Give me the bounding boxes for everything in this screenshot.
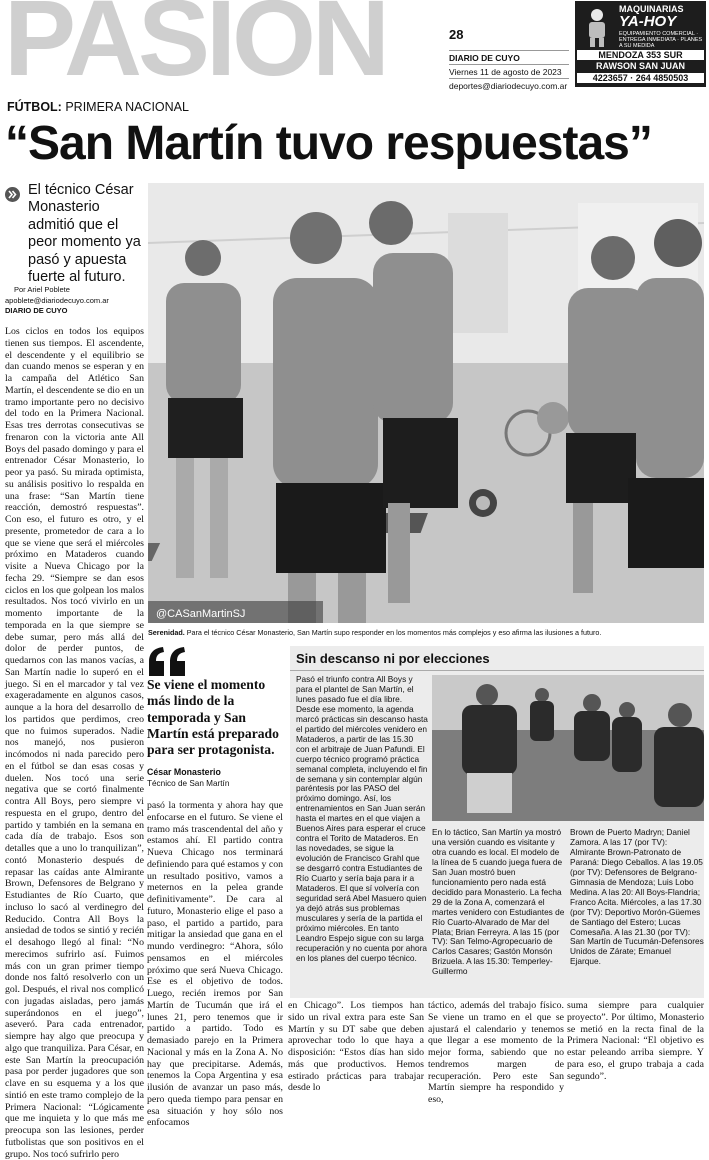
body-column-2 (147, 800, 283, 1129)
masthead-title: PASION (4, 0, 387, 86)
ad-address-2: RAWSON SAN JUAN (595, 61, 685, 71)
sidebar-column-2: En lo táctico, San Martín ya mostró una versión cuando es visitante y otra cuando es local. El modelo de la línea de 5 cuando juega fuera de San Juan mostró buen funcionamiento pero nada está decidido para Monasterio. La fecha 29 de la Zona A, comenzará el martes venidero con Estudiantes de Río Cuarto-Alvarado de Mar del Plata; Brian Ferreyra. A las 15 (por TV): San Telmo-Agropecuario de Carlos Casares; Gastón Monsón Brizuela. A las 15.30: Temperley-Guillermo (432, 827, 565, 977)
byline-email: apoblete@diariodecuyo.com.ar (5, 295, 109, 305)
photo-caption (148, 628, 704, 637)
body-text: en Chicago”. Los tiempos han sido un rival extra para este San Martín y su DT sabe que deben aprovechar todo lo que haya a disposición: “Estos días han sido más que productivos. Hemos estirado prácticas para trabajar desde lo (288, 1000, 424, 1094)
caption-label: Serenidad. (148, 628, 185, 637)
section-label (7, 100, 189, 114)
body-text: táctico, además del trabajo físico. Se viene un tramo en el que se ajustará el calendario y tenemos que llegar a ese momento de la mejor forma, sabiendo que no tendremos margen de recuperación. Pero este San Martín siempre ha respondido y eso, (428, 1000, 564, 1105)
issue-date: Viernes 11 de agosto de 2023 (449, 64, 569, 78)
masthead (0, 0, 440, 86)
ad-phones: 4223657 · 264 4850503 (577, 73, 704, 83)
ad-brand: YA-HOY (619, 13, 677, 30)
advertisement (575, 1, 706, 87)
section-sport: FÚTBOL: (7, 100, 62, 114)
section-email: deportes@diariodecuyo.com.ar (449, 78, 569, 92)
paper-name: DIARIO DE CUYO (449, 50, 569, 64)
body-column-1 (5, 326, 144, 1160)
training-photo-illustration (432, 675, 704, 821)
pull-quote: Se viene el momento más lindo de la temporada y San Martín está preparado para ser protagonista. (147, 677, 279, 758)
page-header-info (449, 26, 569, 93)
chevron-right-icon (5, 187, 20, 202)
worker-icon (581, 7, 613, 47)
body-column-3 (288, 1000, 424, 1094)
photo-watermark: @CASanMartinSJ (156, 608, 246, 620)
sidebar-box-title: Sin descanso ni por elecciones (296, 651, 490, 666)
sidebar-column-1: Pasó el triunfo contra All Boys y para el plantel de San Martín, el lunes pasado fue el día libre. Desde ese momento, la agenda marcó prácticas sin descanso hasta el partido del miércoles venidero en Mataderos, a partir de las 15.30 con el arbitraje de Juan Pafundi. El cuerpo técnico programó práctica semanal completa, incluyendo el fin de semana y sin contemplar algún paréntesis por las PASO del próximo domingo. Así, los entrenamientos en San Juan serán hasta el martes en el que viajen a Buenos Aires para esperar el cruce contra el Torito de Mataderos. En las novedades, se sigue la evolución de Francisco Grahl que se desgarró contra Estudiantes de Río Cuarto y sería baja para ir a Mataderos. El que sí volvería con seguridad será Abel Masuero quien ya dejó atrás sus problemas musculares y sería de la partida el próximo miércoles. En tanto Leandro Espejo sigue con su larga recuperación y no cuenta por ahora en los planes del cuerpo técnico. (296, 674, 428, 963)
team-photo-illustration (148, 183, 704, 623)
pull-quote-role: Técnico de San Martín (147, 779, 230, 788)
headline: “San Martín tuvo respuestas” (5, 117, 652, 170)
ad-brand-top: MAQUINARIAS (619, 4, 684, 14)
quotation-mark-icon (147, 646, 189, 678)
byline-author: Por Ariel Poblete (14, 285, 70, 294)
page-number: 28 (449, 27, 464, 42)
deck: El técnico César Monasterio admitió que el peor momento ya pasó y apuesta fuerte al futuro. (28, 182, 141, 285)
body-text: Los ciclos en todos los equipos tienen sus tiempos. El ascendente, el descendente y el equilibrio se dan cuando menos se esperan y en la campaña del Atlético San Martín, el descendente se dio en un tramo importante pero no decisivo del todo en la Primera Nacional. Esas tres derrotas consecutivas se frenaron con la victoria ante All Boys del pasado domingo y para el entrenador César Monasterio, lo peor ya pasó. Su mirada optimista, su análisis positivo lo respalda en una frase: “San Martín tiene reacción, demostró respuestas”. Con eso, el futuro es otro, y el presente, prometedor de cara a lo que se viene que será el miércoles próximo en Mataderos cuando visite a Nueva Chicago por la fecha 29. “Siempre se dan esos ciclos en los que golpean los malos resultados. Nos tocó vivirlo en un momento importante de la temporada en la que siempre se debe sumar, pero más allá del dolor de perder puntos, de quedarnos con las manos vacías, a San Martín nadie lo superó en el juego. Si en el marcador y tal vez exageradamente en algunos casos, aunque a la hora del desarrollo de los partidos que perdimos, creo que no fuimos superados. Nadie nos manejó, nos pusieron incómodos ni nada parecido pero en el fútbol se dan esas cosas y duelen. Nos tocó una serie negativa que se cortó finalmente contra All Boys, pero siempre vi respuesta en el grupo, dentro del partido y también en la semana en cada día de trabajo. Esos son detalles que a uno lo tranquilizan”, contó Monasterio después de repasar las caídas ante Almirante Brown, Defensores de Belgrano y Estudiantes de Río Cuarto, que incluso lo sacó al verdinegro del Reducido. Contra All Boys la ansiedad de todos se sintió y recién el desahogo llegó al final: “No merecimos sufrirlo así. Fuimos más con un gran primer tiempo donde nos faltó resolverlo con un gol. Después, el rival nos complicó con jugadas aisladas, pero jamás superándonos en el juego”, aseveró. Para cada entrenador, siempre hay algo que preocupa y algo que tranquiliza. Para César, en este San Martín la preocupación pasa por perder jugadores que son clave en su esquema y a los que sintió en este tramo complejo de la Primera Nacional: “Lógicamente que me inquieta y lo que más me preocupa son las lesiones, perder futbolistas que son positivos en el grupo. Nos tocó sufrirlo pero (5, 326, 144, 1160)
body-column-4 (428, 1000, 564, 1106)
body-text: pasó la tormenta y ahora hay que enfocarse en el futuro. Se viene el tramo más trascendental del año y estamos ahí. El partido contra Nueva Chicago nos terminará definiendo para qué estamos y con un resultado positivo, vamos a meternos en la pelea grande definitivamente”. De cara al futuro, Monasterio elige el paso a paso, el partido a partido, para mitigar la ansiedad que gana en el mundo verdinegro: “Ahora, sólo pensamos en el miércoles próximo que será Nueva Chicago. Ese es el objetivo de todos. Luego, recién iremos por San Martín de Tucumán que irá el lunes 21, pero tenemos que ir partido a partido. Todo es demasiado parejo en la Primera Nacional y más en la Zona A. No hay que precipitarse. Además, tenemos la Copa Argentina y esa ilusión de avanzar un paso más, pero queda tiempo para pensar en esa situación y hoy sólo nos enfocamos (147, 800, 283, 1129)
ad-tagline: EQUIPAMIENTO COMERCIAL · ENTREGA INMEDIATA · PLANES A SU MEDIDA (619, 31, 703, 50)
ad-address-1: MENDOZA 353 SUR (577, 50, 704, 60)
training-photo (432, 675, 704, 821)
byline (5, 285, 145, 317)
divider (290, 670, 704, 671)
body-column-5 (567, 1000, 704, 1082)
caption-text: Para el técnico César Monasterio, San Martín supo responder en los momentos más complejos y eso afirma las ilusiones a futuro. (184, 628, 602, 637)
sidebar-column-3: Brown de Puerto Madryn; Daniel Zamora. A las 17 (por TV): Almirante Brown-Patronato de Paraná: Diego Ceballos. A las 19.05 (por TV): Defensores de Belgrano-Gimnasia de Mendoza; Luis Lobo Medina. A las 20: All Boys-Flandria; Franco Acita. Miércoles, a las 17.30 (por TV): Deportivo Morón-Güemes de Santiago del Estero; Lucas Comesaña. A las 21.30 (por TV): San Martín de Tucumán-Defensores Unidos de Zárate; Emanuel Ejarque. (570, 827, 704, 967)
pull-quote-author: César Monasterio (147, 767, 221, 777)
section-league: PRIMERA NACIONAL (61, 100, 189, 114)
main-photo (148, 183, 704, 623)
byline-paper: DIARIO DE CUYO (5, 306, 68, 315)
body-text: suma siempre para cualquier proyecto”. Por último, Monasterio se metió en la recta final de la Primera Nacional: “El objetivo es estar peleando arriba siempre. Y para eso, el grupo trabaja a cada segundo”. (567, 1000, 704, 1082)
